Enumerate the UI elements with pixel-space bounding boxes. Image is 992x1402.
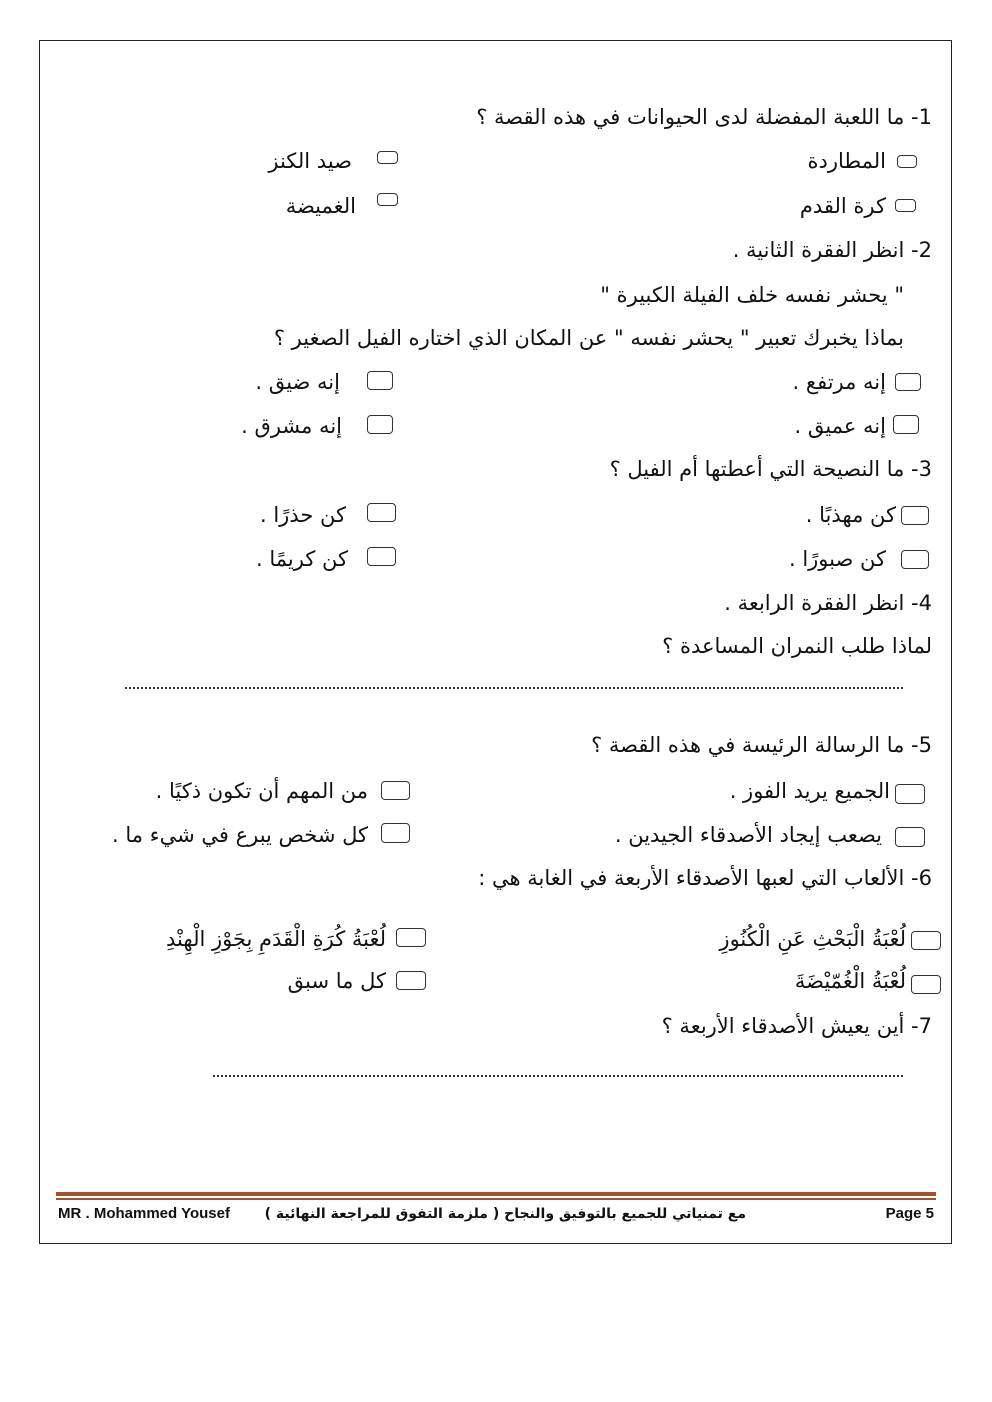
checkbox-q6-opt1[interactable] bbox=[911, 931, 941, 950]
checkbox-q6-opt4[interactable] bbox=[396, 971, 426, 990]
q3-option-2: كن حذرًا . bbox=[260, 503, 346, 527]
checkbox-q2-opt2[interactable] bbox=[367, 371, 393, 390]
question-5: 5- ما الرسالة الرئيسة في هذه القصة ؟ bbox=[591, 733, 932, 757]
checkbox-q5-opt3[interactable] bbox=[895, 827, 925, 847]
checkbox-q3-opt3[interactable] bbox=[901, 550, 929, 569]
q1-option-4: الغميضة bbox=[285, 194, 356, 218]
question-3: 3- ما النصيحة التي أعطتها أم الفيل ؟ bbox=[609, 457, 932, 481]
checkbox-q1-opt1[interactable] bbox=[897, 155, 917, 168]
checkbox-q3-opt1[interactable] bbox=[901, 506, 929, 525]
checkbox-q2-opt1[interactable] bbox=[895, 373, 921, 391]
checkbox-q2-opt4[interactable] bbox=[367, 415, 393, 434]
checkbox-q5-opt2[interactable] bbox=[381, 781, 410, 800]
q6-option-2: لُعْبَةُ كُرَةِ الْقَدَمِ بِجَوْزِ الْهِنْدِ bbox=[166, 927, 386, 951]
checkbox-q3-opt4[interactable] bbox=[367, 547, 396, 566]
q2-option-3: إنه عميق . bbox=[794, 414, 886, 438]
checkbox-q6-opt2[interactable] bbox=[396, 928, 426, 947]
question-1: 1- ما اللعبة المفضلة لدى الحيوانات في هذه القصة ؟ bbox=[476, 105, 932, 129]
checkbox-q1-opt4[interactable] bbox=[377, 193, 398, 206]
question-2-quote: " يحشر نفسه خلف الفيلة الكبيرة " bbox=[600, 283, 904, 307]
q2-option-2: إنه ضيق . bbox=[255, 370, 340, 394]
q3-option-4: كن كريمًا . bbox=[256, 547, 348, 571]
q1-option-2: صيد الكنز bbox=[268, 149, 352, 173]
q5-option-1: الجميع يريد الفوز . bbox=[729, 779, 890, 803]
q3-option-3: كن صبورًا . bbox=[788, 547, 886, 571]
checkbox-q6-opt3[interactable] bbox=[911, 975, 941, 994]
footer-rule-thin bbox=[56, 1198, 936, 1200]
question-4-sub: لماذا طلب النمران المساعدة ؟ bbox=[662, 634, 932, 658]
answer-line-q7[interactable] bbox=[213, 1075, 903, 1077]
q5-option-2: من المهم أن تكون ذكيًا . bbox=[155, 779, 368, 803]
checkbox-q1-opt2[interactable] bbox=[377, 151, 398, 164]
checkbox-q1-opt3[interactable] bbox=[895, 199, 916, 212]
q3-option-1: كن مهذبًا . bbox=[805, 503, 896, 527]
checkbox-q5-opt1[interactable] bbox=[895, 784, 925, 804]
checkbox-q5-opt4[interactable] bbox=[381, 823, 410, 843]
q5-option-3: يصعب إيجاد الأصدقاء الجيدين . bbox=[614, 823, 882, 847]
q6-option-3: لُعْبَةُ الْغُمّيْضَةَ bbox=[794, 969, 906, 993]
q1-option-1: المطاردة bbox=[807, 149, 886, 173]
q6-option-4: كل ما سبق bbox=[287, 969, 386, 993]
q6-option-1: لُعْبَةُ الْبَحْثِ عَنِ الْكُنُوزِ bbox=[719, 927, 906, 951]
footer-page-number: Page 5 bbox=[885, 1205, 934, 1222]
q5-option-4: كل شخص يبرع في شيء ما . bbox=[112, 823, 368, 847]
q2-option-1: إنه مرتفع . bbox=[792, 370, 886, 394]
question-6: 6- الألعاب التي لعبها الأصدقاء الأربعة في الغابة هي : bbox=[478, 866, 932, 890]
question-2-sub: بماذا يخبرك تعبير " يحشر نفسه " عن المكان الذي اختاره الفيل الصغير ؟ bbox=[273, 326, 904, 350]
footer-center: مع تمنياتي للجميع بالتوفيق والنجاح ( ملزمة التفوق للمراجعة النهائية ) bbox=[264, 1206, 746, 1222]
checkbox-q3-opt2[interactable] bbox=[367, 503, 396, 522]
footer-author: MR . Mohammed Yousef bbox=[58, 1205, 230, 1222]
question-2: 2- انظر الفقرة الثانية . bbox=[732, 238, 932, 262]
question-7: 7- أين يعيش الأصدقاء الأربعة ؟ bbox=[661, 1014, 932, 1038]
q1-option-3: كرة القدم bbox=[799, 194, 886, 218]
question-4: 4- انظر الفقرة الرابعة . bbox=[724, 591, 932, 615]
q2-option-4: إنه مشرق . bbox=[241, 414, 342, 438]
footer-rule-thick bbox=[56, 1192, 936, 1196]
checkbox-q2-opt3[interactable] bbox=[893, 415, 919, 434]
answer-line-q4[interactable] bbox=[125, 687, 903, 689]
